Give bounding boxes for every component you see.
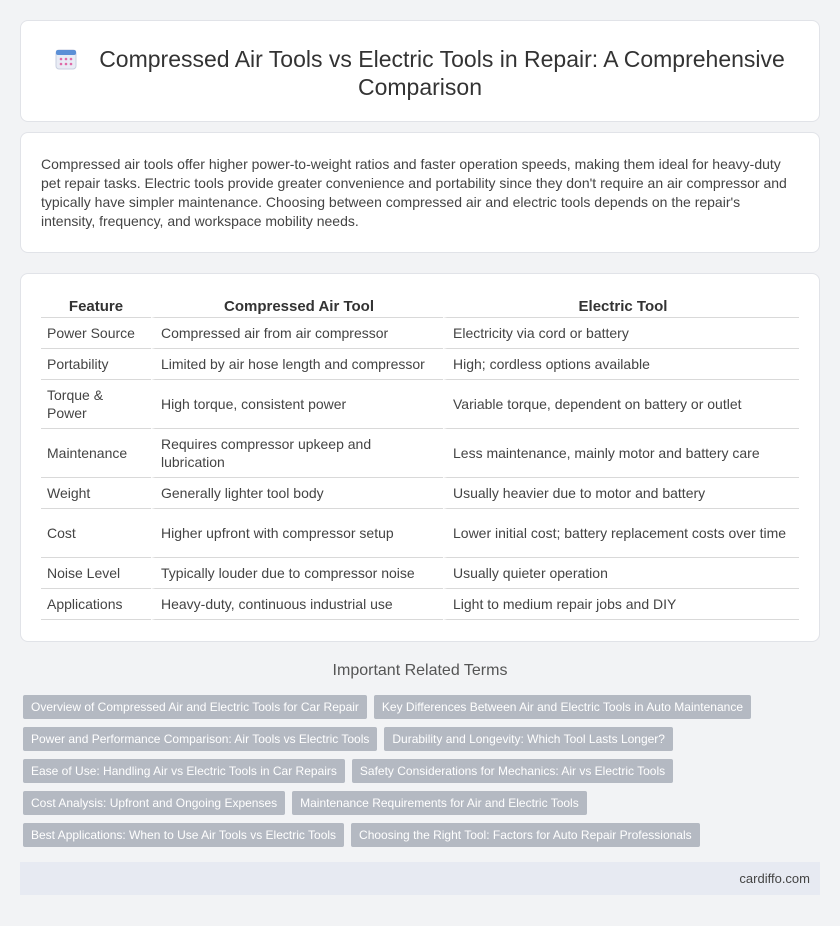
table-row <box>41 349 799 380</box>
electric-cell: Usually heavier due to motor and battery <box>443 478 799 509</box>
feature-cell: Power Source <box>41 318 151 349</box>
air-cell: High torque, consistent power <box>151 380 443 429</box>
related-term-link[interactable]: Power and Performance Comparison: Air Tools vs Electric Tools <box>23 727 377 751</box>
related-term-link[interactable]: Overview of Compressed Air and Electric Tools for Car Repair <box>23 695 367 719</box>
related-term-link[interactable]: Durability and Longevity: Which Tool Lasts Longer? <box>384 727 673 751</box>
feature-cell: Applications <box>41 589 151 620</box>
electric-cell: High; cordless options available <box>443 349 799 380</box>
related-term-link[interactable]: Maintenance Requirements for Air and Electric Tools <box>292 791 587 815</box>
feature-cell: Weight <box>41 478 151 509</box>
intro-paragraph: Compressed air tools offer higher power-to-weight ratios and faster operation speeds, making them ideal for heavy-duty pet repair tasks. Electric tools provide greater convenience and portability since they don't require an air compressor and typically have simpler maintenance. Choosing between compressed air and electric tools depends on the repair's intensity, frequency, and workspace mobility needs. <box>41 156 787 229</box>
table-row <box>41 318 799 349</box>
feature-cell: Cost <box>41 509 151 558</box>
table-row <box>41 558 799 589</box>
footer-site-link[interactable]: cardiffo.com <box>739 871 810 886</box>
air-cell: Typically louder due to compressor noise <box>151 558 443 589</box>
feature-cell: Noise Level <box>41 558 151 589</box>
related-term-link[interactable]: Key Differences Between Air and Electric Tools in Auto Maintenance <box>374 695 751 719</box>
feature-cell: Portability <box>41 349 151 380</box>
tag-row <box>23 791 587 815</box>
table-header-row <box>41 296 799 318</box>
electric-cell: Lower initial cost; battery replacement costs over time <box>443 509 799 558</box>
air-cell: Requires compressor upkeep and lubrication <box>151 429 443 478</box>
title-card <box>20 20 820 122</box>
related-terms-heading: Important Related Terms <box>332 662 508 679</box>
air-cell: Higher upfront with compressor setup <box>151 509 443 558</box>
tag-row <box>23 759 673 783</box>
electric-cell: Electricity via cord or battery <box>443 318 799 349</box>
page-title <box>21 45 819 101</box>
comparison-card <box>20 273 820 642</box>
tag-row <box>23 695 751 719</box>
header-electric: Electric Tool <box>443 296 799 318</box>
page-title-text: Compressed Air Tools vs Electric Tools in Repair: A Comprehensive Comparison <box>99 46 785 100</box>
feature-cell: Torque & Power <box>41 380 151 429</box>
electric-cell: Less maintenance, mainly motor and battery care <box>443 429 799 478</box>
comparison-table <box>41 296 799 620</box>
calendar-icon <box>55 48 77 70</box>
air-cell: Limited by air hose length and compressor <box>151 349 443 380</box>
air-cell: Compressed air from air compressor <box>151 318 443 349</box>
electric-cell: Usually quieter operation <box>443 558 799 589</box>
table-row <box>41 589 799 620</box>
header-feature: Feature <box>41 296 151 318</box>
related-term-link[interactable]: Choosing the Right Tool: Factors for Auto Repair Professionals <box>351 823 700 847</box>
feature-cell: Maintenance <box>41 429 151 478</box>
air-cell: Generally lighter tool body <box>151 478 443 509</box>
table-row <box>41 429 799 478</box>
related-term-link[interactable]: Safety Considerations for Mechanics: Air vs Electric Tools <box>352 759 673 783</box>
footer <box>20 862 820 895</box>
related-term-link[interactable]: Ease of Use: Handling Air vs Electric Tools in Car Repairs <box>23 759 345 783</box>
air-cell: Heavy-duty, continuous industrial use <box>151 589 443 620</box>
table-row <box>41 509 799 558</box>
intro-card <box>20 132 820 253</box>
related-term-link[interactable]: Cost Analysis: Upfront and Ongoing Expenses <box>23 791 285 815</box>
table-row <box>41 380 799 429</box>
related-term-link[interactable]: Best Applications: When to Use Air Tools vs Electric Tools <box>23 823 344 847</box>
electric-cell: Light to medium repair jobs and DIY <box>443 589 799 620</box>
table-row <box>41 478 799 509</box>
header-compressed-air: Compressed Air Tool <box>151 296 443 318</box>
tag-row <box>23 823 700 847</box>
tag-row <box>23 727 673 751</box>
electric-cell: Variable torque, dependent on battery or outlet <box>443 380 799 429</box>
